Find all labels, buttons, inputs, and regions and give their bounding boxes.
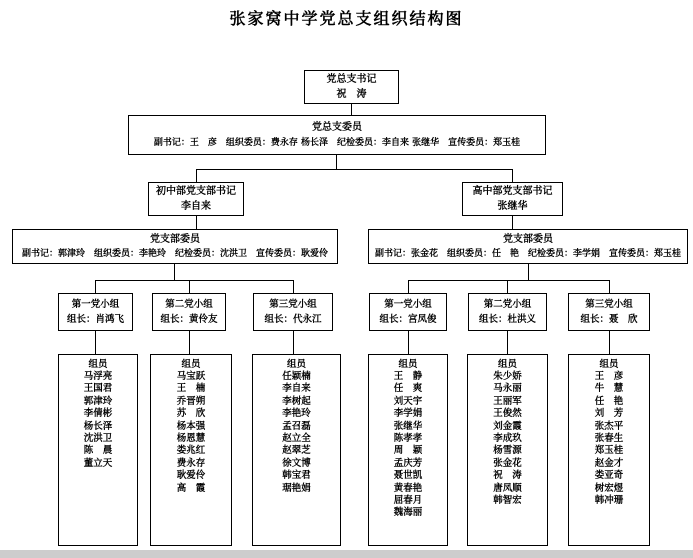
members-title: 组员 [88,359,108,370]
group-box-senior-2 [468,293,547,331]
member-name: 张金花 [493,457,522,469]
group-leader: 组长：杜洪义 [478,314,536,326]
group-title: 第三党小组 [269,298,317,310]
member-name: 赵翠芝 [282,445,311,457]
member-name: 聂世凯 [393,470,423,482]
general-committee-title: 党总支委员 [312,121,362,133]
member-name: 乔晋朔 [176,395,206,407]
member-name: 张春生 [594,433,624,445]
member-name: 娄兆红 [176,445,206,457]
member-name: 树宏煜 [594,482,624,494]
member-name: 徐文博 [282,457,311,469]
group-title: 第一党小组 [384,298,432,310]
member-name: 孟庆芳 [393,457,423,469]
connector-line [174,264,175,280]
members-title: 组员 [181,359,201,370]
member-name: 李成玖 [493,433,522,445]
junior-branch-secretary-box [148,182,244,216]
member-name: 李艳玲 [282,408,311,420]
members-box-senior-2 [467,354,548,546]
group-leader: 组长：肖鸿飞 [66,314,124,326]
member-name: 耿爱伶 [176,470,206,482]
connector-line [95,331,96,354]
page-title: 张家窝中学党总支组织结构图 [229,9,464,28]
group-leader: 组长：聂 欣 [580,314,638,326]
group-leader: 组长：宫凤俊 [379,314,437,326]
member-name: 牛 慧 [594,383,624,395]
member-name: 张杰平 [594,420,624,432]
group-title: 第二党小组 [483,298,532,310]
member-name: 琚艳娟 [282,482,311,494]
members-title: 组员 [497,359,517,370]
member-name: 黄春艳 [393,482,423,494]
member-name: 高 霞 [176,482,206,494]
junior-branch-secretary-title: 初中部党支部书记 [156,186,236,198]
member-name: 苏 欣 [176,408,206,420]
junior-branch-secretary-name: 李自来 [181,200,211,212]
senior-branch-secretary-name: 张继华 [497,200,528,212]
members-box-junior-3 [252,354,341,546]
members-title: 组员 [398,359,418,370]
group-title: 第三党小组 [585,298,633,310]
senior-branch-secretary-box [462,182,563,216]
members-list [468,371,547,507]
member-name: 祝 涛 [493,470,522,482]
connector-line [609,331,610,354]
member-name: 王 静 [393,371,423,382]
connector-line [507,280,508,293]
group-box-senior-1 [369,293,447,331]
connector-line [293,280,294,293]
members-list [369,371,447,520]
group-title: 第一党小组 [71,298,120,310]
member-name: 陈孝孝 [393,433,423,445]
member-name: 马永丽 [493,383,522,395]
members-list [569,371,649,507]
member-name: 魏海丽 [393,507,423,519]
member-name: 周 颖 [393,445,423,457]
member-name: 任 爽 [393,383,423,395]
senior-committee-title: 党支部委员 [503,234,553,245]
members-title: 组员 [599,359,619,370]
members-box-junior-2 [150,354,232,546]
junior-committee-title: 党支部委员 [150,234,200,245]
connector-line [293,331,294,354]
senior-committee-box [368,229,688,264]
connector-line [351,104,352,115]
members-list [253,371,340,495]
members-list [151,371,231,495]
member-name: 张继华 [393,420,423,432]
connector-line [507,331,508,354]
member-name: 任 艳 [594,395,624,407]
connector-line [336,155,337,169]
member-name: 陈 晨 [83,445,113,457]
connector-line [196,169,512,170]
senior-branch-secretary-title: 高中部党支部书记 [472,186,553,198]
member-name: 王国君 [83,383,113,395]
member-name: 杨本强 [176,420,206,432]
member-name: 刘金霞 [493,420,522,432]
member-name: 郭津玲 [83,395,113,407]
connector-line [528,264,529,280]
member-name: 杨雪源 [493,445,522,457]
members-box-senior-3 [568,354,650,546]
members-list [59,371,137,470]
group-box-junior-1 [58,293,133,331]
page-bottom-edge [0,550,693,558]
member-name: 赵立全 [282,433,311,445]
member-name: 屈春月 [393,495,423,507]
member-name: 赵金才 [594,457,624,469]
connector-line [196,216,197,229]
connector-line [408,280,409,293]
member-name: 郑玉桂 [594,445,624,457]
member-name: 马浮亮 [83,371,113,382]
group-box-senior-3 [568,293,650,331]
member-name: 韩智宏 [493,495,522,507]
connector-line [609,280,610,293]
member-name: 马宝跃 [176,371,206,382]
connector-line [512,216,513,229]
root-secretary-box [304,70,399,104]
members-title: 组员 [286,359,306,370]
member-name: 李倩彬 [83,408,113,420]
connector-line [189,331,190,354]
connector-line [408,331,409,354]
senior-committee-members: 副书记：张金花 组织委员：任 艳 纪检委员：李学娟 宣传委员：郑玉桂 [374,249,681,259]
member-name: 费永存 [176,457,206,469]
group-box-junior-3 [253,293,333,331]
general-committee-members: 副书记：王 彦 组织委员：费永存 杨长泽 纪检委员：李自来 张继华 宣传委员：郑玉桂 [153,138,521,149]
connector-line [95,280,293,281]
member-name: 杨长泽 [83,420,113,432]
group-box-junior-2 [152,293,226,331]
member-name: 王 楠 [176,383,206,395]
member-name: 朱少娇 [493,371,522,382]
member-name: 李学娟 [393,408,423,420]
junior-committee-box [12,229,338,264]
connector-line [189,280,190,293]
group-leader: 组长：代永江 [264,314,322,326]
member-name: 杨恩慧 [176,433,206,445]
member-name: 韩冲珊 [594,495,624,507]
member-name: 王俊然 [493,408,522,420]
connector-line [408,280,609,281]
members-box-senior-1 [368,354,448,546]
group-leader: 组长：黄伶友 [160,314,218,326]
member-name: 沈洪卫 [83,433,113,445]
member-name: 刘 芳 [594,408,624,420]
member-name: 任颖楠 [282,371,311,382]
member-name: 董立天 [83,457,113,469]
connector-line [512,169,513,182]
connector-line [196,169,197,182]
member-name: 唐凤顺 [493,482,522,494]
member-name: 娄亚奇 [594,470,624,482]
root-secretary-title: 党总支书记 [326,74,377,86]
connector-line [95,280,96,293]
root-secretary-name: 祝 涛 [336,88,367,100]
general-committee-box [128,115,546,155]
junior-committee-members: 副书记：郭津玲 组织委员：李艳玲 纪检委员：沈洪卫 宣传委员：耿爱伶 [21,249,328,259]
member-name: 李自来 [282,383,311,395]
member-name: 李树起 [282,395,311,407]
member-name: 王 彦 [594,371,624,382]
group-title: 第二党小组 [165,298,213,310]
members-box-junior-1 [58,354,138,546]
member-name: 韩宝君 [282,470,311,482]
member-name: 王丽军 [493,395,522,407]
member-name: 孟召磊 [282,420,311,432]
member-name: 刘天宇 [393,395,423,407]
